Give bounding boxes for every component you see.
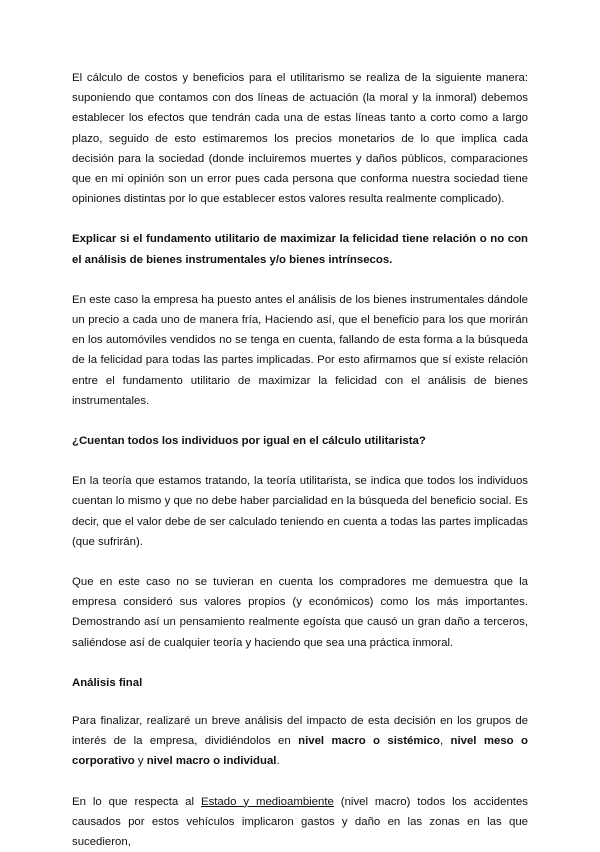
paragraph-estado-medioambiente [72, 792, 528, 852]
heading-question-individuos: ¿Cuentan todos los individuos por igual en el cálculo utilitarista? [72, 435, 426, 448]
paragraph-bienes-instrumentales: En este caso la empresa ha puesto antes el análisis de los bienes instrumentales dándole un precio a cada uno de manera fría, Haciendo así, que el beneficio para los que morirán en los automóviles vendidos no se tenga en cuenta, fallando de esta forma a la búsqueda de la felicidad para todas las partes implicadas. Por esto afirmamos que sí existe relación entre el fundamento utilitario de maximizar la felicidad con el análisis de bienes instrumentales. [72, 293, 528, 407]
bold-term-corporativo: nivel meso o corporativo [72, 735, 528, 768]
text-run: (nivel macro) todos los accidentes causados por estos vehículos implicaron gastos y daño en las zonas en las que sucedieron, [72, 795, 529, 849]
underlined-term-estado: Estado y medioambiente [200, 795, 334, 808]
heading-analisis-final: Análisis final [72, 676, 143, 689]
paragraph-cost-benefit: El cálculo de costos y beneficios para el utilitarismo se realiza de la siguiente manera: suponiendo que contamos con dos líneas de actuación (la moral y la inmoral) debemos establecer los efectos que tendrán cada una de estas líneas tanto a corto como a largo plazo, seguido de esto estimaremos los precios monetarios de lo que implica cada decisión para la sociedad (donde incluiremos muertes y daños públicos, comparaciones que en mi opinión son un error pues cada persona que conforma nuestra sociedad tiene opiniones distintas por lo que establecer estos valores resulta realmente complicado). [72, 72, 528, 206]
paragraph-teoria-utilitarista: En la teoría que estamos tratando, la teoría utilitarista, se indica que todos los individuos cuentan lo mismo y que no debe haber parcialidad en la búsqueda del beneficio social. Es decir, que el valor debe de ser calculado teniendo en cuenta a todas las partes implicadas (que sufrirán). [72, 475, 528, 548]
text-run: Para finalizar, realizaré un breve análisis del impacto de esta decisión en los grupos de interés de la empresa, dividiéndolos en [72, 715, 528, 748]
heading-question-felicidad: Explicar si el fundamento utilitario de maximizar la felicidad tiene relación o no con el análisis de bienes instrumentales y/o bienes intrínsecos. [72, 233, 528, 266]
paragraph-compradores: Que en este caso no se tuvieran en cuenta los compradores me demuestra que la empresa consideró sus valores propios (y económicos) como los más importantes. Demostrando así un pensamiento realmente egoísta que causó un gran daño a terceros, saliéndose así de cualquier teoría y haciendo que sea una práctica inmoral. [72, 576, 528, 649]
text-run: y [134, 755, 147, 768]
text-run: , [439, 735, 451, 748]
document-page [72, 68, 528, 852]
bold-term-sistemico: nivel macro o sistémico [298, 735, 440, 748]
text-run: En lo que respecta al [72, 795, 201, 808]
text-run: . [276, 755, 280, 768]
bold-term-individual: nivel macro o individual [146, 755, 277, 768]
paragraph-para-finalizar [72, 711, 528, 772]
